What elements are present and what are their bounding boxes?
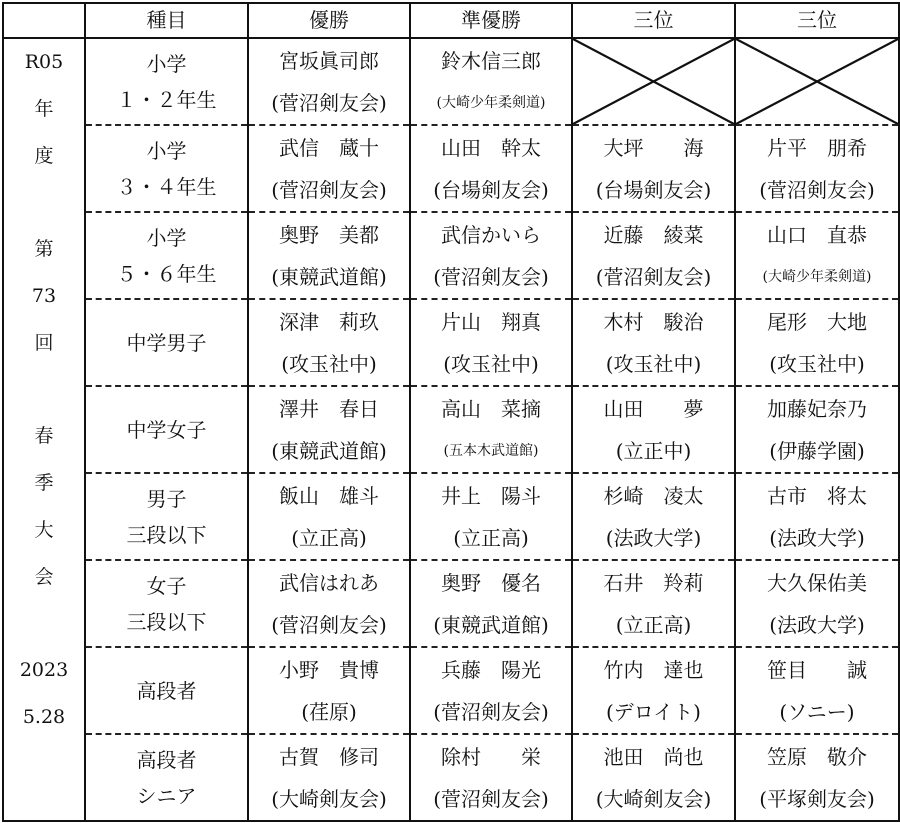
event-category-line: 中学男子 <box>126 330 207 355</box>
year-label-char: 会 <box>34 566 54 588</box>
club-name: (立正中) <box>615 438 692 463</box>
club-name: (台場剣友会) <box>433 177 549 202</box>
event-category <box>85 212 248 299</box>
athlete-name: 大坪 海 <box>603 135 704 160</box>
event-category-line: 小学 <box>146 225 187 250</box>
club-name: (菅沼剣友会) <box>595 264 712 289</box>
club-name: (伊藤学園) <box>769 438 865 463</box>
year-label-char: 第 <box>34 238 54 260</box>
event-row <box>3 299 899 386</box>
result-third-a <box>572 386 735 473</box>
athlete-name: 奥野 優名 <box>441 570 541 595</box>
event-category <box>85 734 248 821</box>
result-winner <box>248 125 410 212</box>
result-third-a <box>572 560 735 647</box>
result-third-b <box>735 647 899 734</box>
athlete-name: 飯山 雄斗 <box>279 483 379 508</box>
athlete-name: 鈴木信三郎 <box>441 48 541 73</box>
event-category <box>85 299 248 386</box>
result-third-a <box>572 299 735 386</box>
result-third-a <box>572 125 735 212</box>
header-winner: 優勝 <box>248 3 410 38</box>
club-name: (大崎少年柔剣道) <box>436 94 546 111</box>
event-category-line: 男子 <box>146 486 187 511</box>
event-category-line: 小学 <box>146 138 187 163</box>
results-table <box>2 2 900 822</box>
year-label-char: 回 <box>34 332 54 354</box>
club-name: (菅沼剣友会) <box>433 786 549 811</box>
year-label-char: 大 <box>34 519 54 541</box>
athlete-name: 深津 莉玖 <box>279 309 379 334</box>
club-name: (デロイト) <box>605 699 701 724</box>
athlete-name: 山田 夢 <box>603 396 704 421</box>
athlete-name: 大久保佑美 <box>767 570 867 595</box>
club-name: (荏原) <box>301 699 357 724</box>
event-category-line: １・２年生 <box>116 87 217 112</box>
club-name: (東競武道館) <box>433 612 549 637</box>
result-winner <box>248 38 410 125</box>
club-name: (法政大学) <box>769 525 865 550</box>
header-event: 種目 <box>85 3 248 38</box>
athlete-name: 笹目 誠 <box>767 657 867 682</box>
result-third-b <box>735 734 899 821</box>
club-name: (台場剣友会) <box>595 177 712 202</box>
result-third-b <box>735 212 899 299</box>
event-row <box>3 473 899 560</box>
club-name: (大崎少年柔剣道) <box>762 268 872 285</box>
athlete-name: 高山 菜摘 <box>441 396 541 421</box>
club-name: (菅沼剣友会) <box>433 264 549 289</box>
club-name: (菅沼剣友会) <box>271 90 387 115</box>
result-winner <box>248 473 410 560</box>
athlete-name: 井上 陽斗 <box>441 483 541 508</box>
event-row <box>3 647 899 734</box>
year-label <box>3 38 85 821</box>
athlete-name: 笠原 敬介 <box>767 744 867 769</box>
athlete-name: 加藤妃奈乃 <box>767 396 867 421</box>
club-name: (立正高) <box>291 525 367 550</box>
club-name: (法政大学) <box>605 525 702 550</box>
result-winner <box>248 560 410 647</box>
event-category-line: 高段者 <box>136 747 197 772</box>
result-third-a <box>572 473 735 560</box>
result-winner <box>248 647 410 734</box>
athlete-name: 古市 将太 <box>767 483 867 508</box>
header-runner-up: 準優勝 <box>410 3 572 38</box>
result-third-a <box>572 212 735 299</box>
result-runner-up <box>410 473 572 560</box>
empty-crossed-cell <box>735 38 899 125</box>
event-row <box>3 125 899 212</box>
club-name: (ソニー) <box>779 699 855 724</box>
event-category <box>85 647 248 734</box>
athlete-name: 山田 幹太 <box>441 135 541 160</box>
athlete-name: 武信かいら <box>441 222 541 247</box>
year-label-char: 2023 <box>19 659 69 681</box>
event-row <box>3 38 899 125</box>
event-category <box>85 125 248 212</box>
event-row <box>3 386 899 473</box>
event-category <box>85 38 248 125</box>
club-name: (法政大学) <box>769 612 865 637</box>
club-name: (菅沼剣友会) <box>271 177 387 202</box>
header-row <box>3 3 899 38</box>
empty-crossed-cell <box>572 38 735 125</box>
athlete-name: 石井 羚莉 <box>603 570 704 595</box>
club-name: (平塚剣友会) <box>759 786 875 811</box>
club-name: (立正高) <box>453 525 529 550</box>
club-name: (菅沼剣友会) <box>759 177 875 202</box>
athlete-name: 武信 蔵十 <box>279 135 379 160</box>
club-name: (攻玉社中) <box>281 351 377 376</box>
athlete-name: 除村 栄 <box>441 744 541 769</box>
club-name: (大崎剣友会) <box>271 786 387 811</box>
athlete-name: 奥野 美都 <box>279 222 379 247</box>
athlete-name: 近藤 綾菜 <box>603 222 704 247</box>
cross-mark-icon <box>736 39 898 124</box>
cross-mark-icon <box>573 39 734 124</box>
club-name: (大崎剣友会) <box>595 786 712 811</box>
result-third-a <box>572 734 735 821</box>
club-name: (攻玉社中) <box>769 351 865 376</box>
event-category-line: 女子 <box>146 573 187 598</box>
event-category <box>85 473 248 560</box>
athlete-name: 小野 貴博 <box>279 657 379 682</box>
athlete-name: 竹内 達也 <box>603 657 704 682</box>
result-runner-up <box>410 560 572 647</box>
year-label-gap <box>4 601 84 647</box>
result-runner-up <box>410 212 572 299</box>
header-third-b: 三位 <box>735 3 899 38</box>
year-label-char: 年 <box>34 98 54 120</box>
year-label-char: 季 <box>34 472 54 494</box>
result-runner-up <box>410 125 572 212</box>
result-third-b <box>735 299 899 386</box>
athlete-name: 杉崎 凌太 <box>603 483 704 508</box>
result-runner-up <box>410 299 572 386</box>
athlete-name: 片山 翔真 <box>441 309 541 334</box>
athlete-name: 山口 直恭 <box>767 222 867 247</box>
event-category-line: 高段者 <box>136 678 197 703</box>
result-winner <box>248 734 410 821</box>
event-category-line: 三段以下 <box>126 522 207 547</box>
athlete-name: 尾形 大地 <box>767 309 867 334</box>
year-label-char: 春 <box>34 425 54 447</box>
event-category-line: 三段以下 <box>126 609 207 634</box>
event-category-line: シニア <box>136 783 197 808</box>
athlete-name: 兵藤 陽光 <box>441 657 541 682</box>
year-label-char: 73 <box>31 285 57 307</box>
club-name: (菅沼剣友会) <box>433 699 549 724</box>
result-third-b <box>735 560 899 647</box>
result-runner-up <box>410 386 572 473</box>
year-label-char: 5.28 <box>22 706 66 728</box>
club-name: (立正高) <box>615 612 692 637</box>
result-third-a <box>572 647 735 734</box>
header-third-a: 三位 <box>572 3 735 38</box>
event-category-line: 中学女子 <box>126 417 207 442</box>
club-name: (攻玉社中) <box>443 351 539 376</box>
club-name: (攻玉社中) <box>605 351 702 376</box>
year-label-char: 度 <box>34 145 54 167</box>
year-label-gap <box>4 367 84 413</box>
event-category <box>85 386 248 473</box>
result-third-b <box>735 386 899 473</box>
event-category-line: 小学 <box>146 51 187 76</box>
header-year <box>3 3 85 38</box>
club-name: (菅沼剣友会) <box>271 612 387 637</box>
result-winner <box>248 212 410 299</box>
athlete-name: 澤井 春日 <box>279 396 379 421</box>
event-row <box>3 212 899 299</box>
result-winner <box>248 299 410 386</box>
event-row <box>3 734 899 821</box>
club-name: (東競武道館) <box>271 264 387 289</box>
event-row <box>3 560 899 647</box>
club-name: (五本木武道館) <box>443 442 539 459</box>
athlete-name: 木村 駿治 <box>603 309 704 334</box>
athlete-name: 古賀 修司 <box>279 744 379 769</box>
result-third-b <box>735 125 899 212</box>
club-name: (東競武道館) <box>271 438 387 463</box>
result-third-b <box>735 473 899 560</box>
event-category <box>85 560 248 647</box>
athlete-name: 武信はれあ <box>279 570 379 595</box>
result-winner <box>248 386 410 473</box>
athlete-name: 片平 朋希 <box>767 135 867 160</box>
year-label-char: R05 <box>24 51 64 73</box>
year-label-gap <box>4 180 84 226</box>
result-runner-up <box>410 734 572 821</box>
event-category-line: ３・４年生 <box>116 174 217 199</box>
athlete-name: 池田 尚也 <box>603 744 704 769</box>
athlete-name: 宮坂眞司郎 <box>279 48 379 73</box>
result-runner-up <box>410 38 572 125</box>
result-runner-up <box>410 647 572 734</box>
event-category-line: ５・６年生 <box>116 261 217 286</box>
